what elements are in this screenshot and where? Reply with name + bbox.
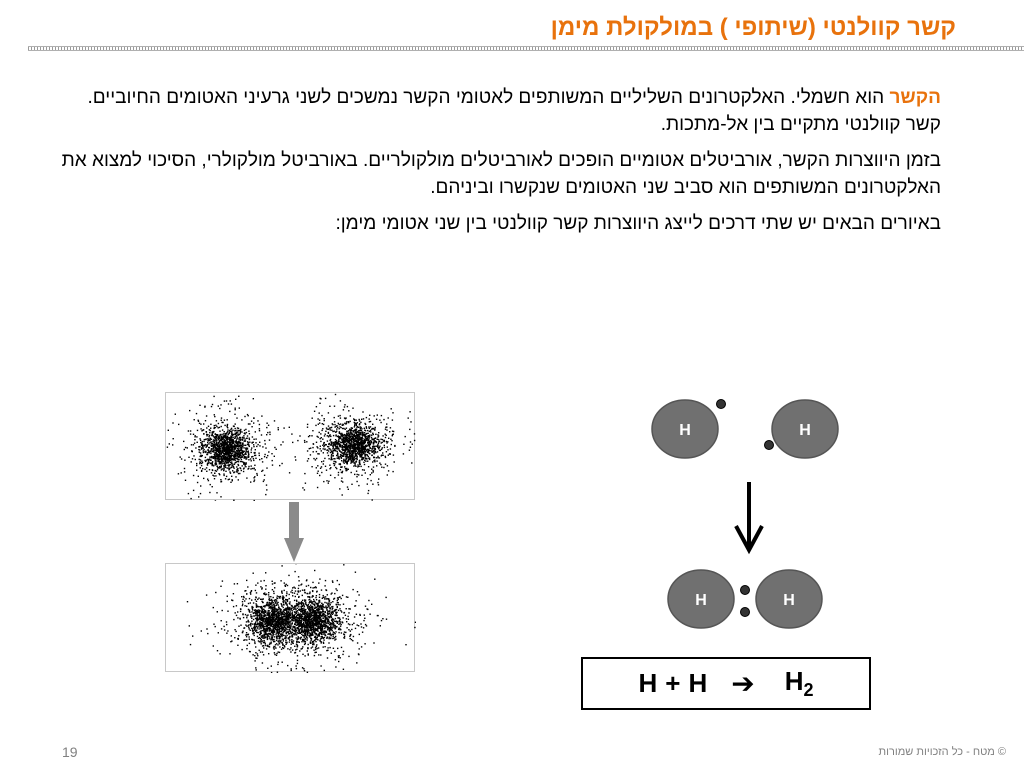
slide-title: קשר קוולנטי (שיתופי ) במולקולת מימן <box>550 14 956 41</box>
down-arrow-gray <box>282 500 306 564</box>
product <box>785 666 814 701</box>
hydrogen-atom-right-top <box>772 400 838 458</box>
paragraph-2: בזמן היווצרות הקשר, אורביטלים אטומיים הופכים לאורביטלים מולקולריים. באורביטל מולקולרי, הסיכוי למצוא את האלקטרונים המשותפים הוא סביב שני האטומים שנקשרו וביניהם. <box>61 150 941 198</box>
down-arrow-black <box>736 482 762 550</box>
atom-label: H <box>695 592 707 609</box>
paragraph-1 <box>61 84 941 138</box>
molecular-orbital-panel <box>165 563 415 672</box>
hydrogen-atom-right-bonded <box>756 570 822 628</box>
page-number: 19 <box>62 744 78 760</box>
copyright-notice: © מטח - כל הזכויות שמורות <box>878 746 1006 758</box>
atom-label: H <box>679 422 691 439</box>
reaction-arrow: ➔ <box>731 668 755 699</box>
atom-label: H <box>799 422 811 439</box>
separate-electron-clouds <box>166 393 416 501</box>
title-divider <box>28 46 1024 51</box>
electron-cloud <box>184 408 265 482</box>
highlight-term: הקשר <box>889 87 941 108</box>
shared-electron-dot <box>741 608 750 617</box>
reactant-right: H <box>688 668 708 698</box>
atom-bond-diagram <box>640 390 850 640</box>
product-subscript: 2 <box>803 680 814 701</box>
paragraph-1-text: הוא חשמלי. האלקטרונים השליליים המשותפים לאטומי הקשר נמשכים לשני גרעיני האטומים החיוביים. קשר קוולנטי מתקיים בין אל-מתכות. <box>87 87 941 135</box>
body-text <box>61 84 941 246</box>
hydrogen-atom-left-bonded <box>668 570 734 628</box>
electron-cloud <box>166 393 299 501</box>
molecular-electron-cloud <box>166 564 416 673</box>
atom-label: H <box>783 592 795 609</box>
paragraph-3: באיורים הבאים יש שתי דרכים לייצג היווצרות קשר קוולנטי בין שני אטומי מימן: <box>335 213 941 234</box>
reactant-left: H <box>638 668 658 698</box>
electron-dot <box>765 441 774 450</box>
reaction-equation <box>581 657 871 710</box>
plus-sign: + <box>665 668 681 698</box>
shared-electron-dot <box>741 586 750 595</box>
product-symbol: H <box>784 665 804 696</box>
electron-dot <box>717 400 726 409</box>
separate-orbitals-panel <box>165 392 415 500</box>
hydrogen-atom-left-top <box>652 400 718 458</box>
